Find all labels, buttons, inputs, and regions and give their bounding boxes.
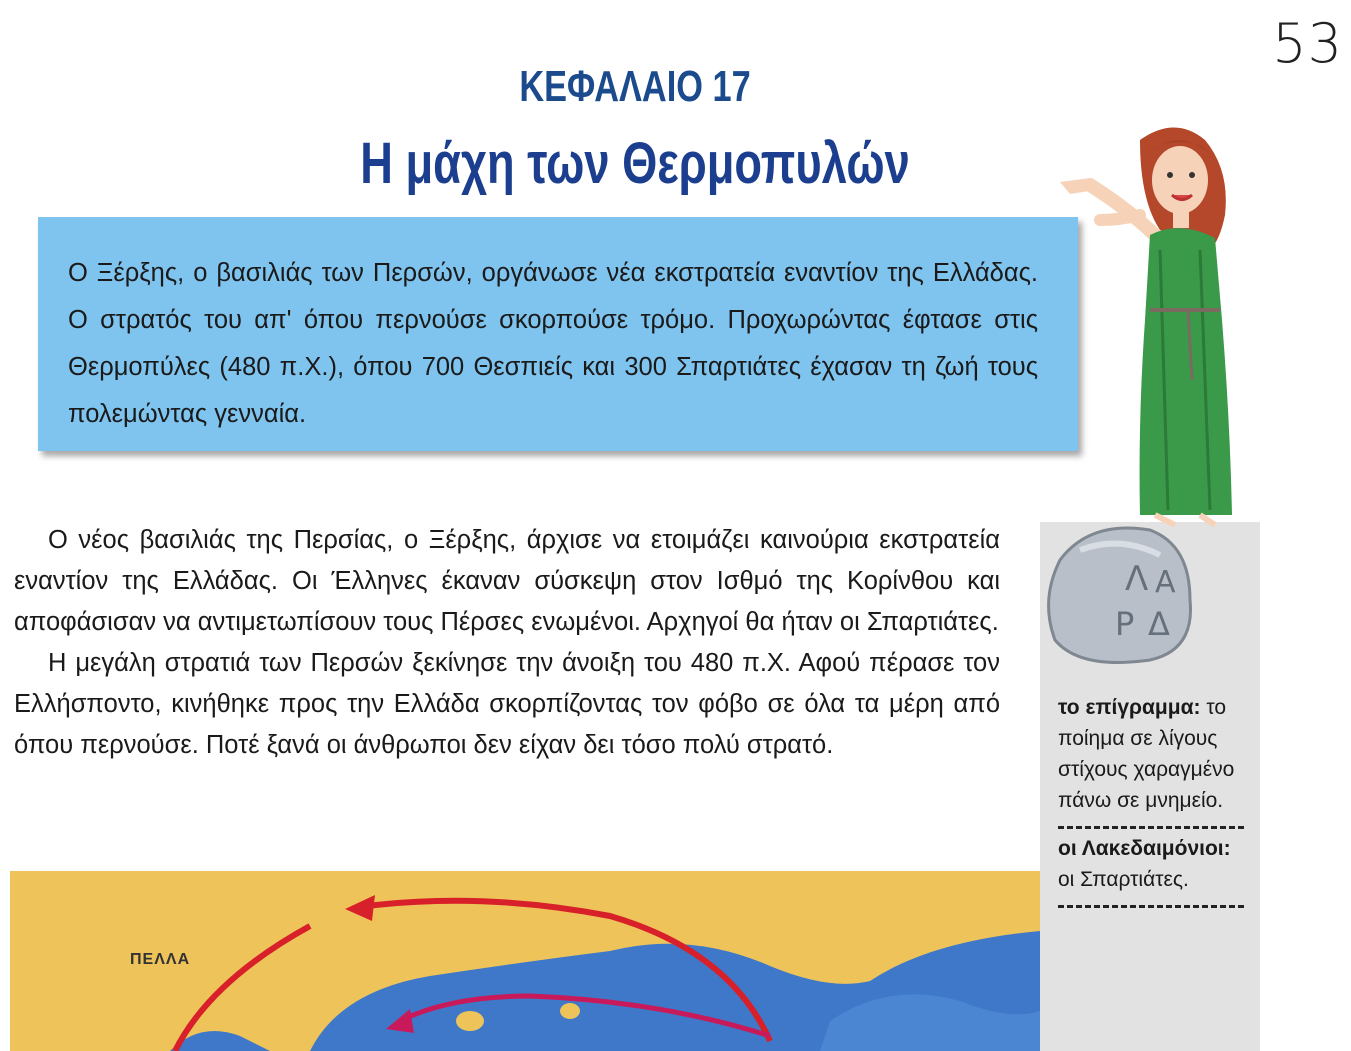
glossary-term: το επίγραμμα: bbox=[1058, 696, 1201, 719]
body-text bbox=[14, 520, 1000, 766]
page-number: 53 bbox=[1272, 12, 1343, 75]
glossary bbox=[1058, 692, 1244, 912]
summary-text: Ο Ξέρξης, ο βασιλιάς των Περσών, οργάνωσε νέα εκστρατεία εναντίον της Ελλάδας. Ο στρατός του απ' όπου περνούσε σκορπούσε τρόμο. Προχωρώντας έφτασε στις Θερμοπύλες (480 π.Χ.), όπου 700 Θεσπιείς και 300 Σπαρτιάτες έχασαν τη ζωή τους πολεμώντας γενναία. bbox=[68, 259, 1038, 428]
glossary-entry-lakedaimonioi bbox=[1058, 833, 1244, 895]
glossary-term: οι Λακεδαιμόνιοι: bbox=[1058, 837, 1231, 860]
stone-letter-delta: Δ bbox=[1148, 605, 1170, 643]
girl-illustration bbox=[1040, 120, 1260, 530]
glossary-divider bbox=[1058, 901, 1244, 908]
stone-letter-lambda: Λ bbox=[1125, 559, 1149, 599]
stone-letter-alpha: Α bbox=[1155, 565, 1176, 600]
body-paragraph-2: Η μεγάλη στρατιά των Περσών ξεκίνησε την άνοιξη του 480 π.Χ. Αφού πέρασε τον Ελλήσποντο, κινήθηκε προς την Ελλάδα σκορπίζοντας τον φόβο σε όλα τα μέρη από όπου περνούσε. Ποτέ ξανά οι άνθρωποι δεν είχαν δει τόσο πολύ στρατό. bbox=[14, 649, 1000, 759]
body-paragraph-1: Ο νέος βασιλιάς της Περσίας, ο Ξέρξης, άρχισε να ετοιμάζει καινούρια εκστρατεία εναντίον της Ελλάδας. Οι Έλληνες έκαναν σύσκεψη στον Ισθμό της Κορίνθου και αποφάσισαν να αντιμετωπίσουν τους Πέρσες ενωμένοι. Αρχηγοί θα ήταν οι Σπαρτιάτες. bbox=[14, 526, 1000, 636]
stone-illustration bbox=[1040, 520, 1200, 670]
glossary-definition: το ποίημα σε λίγους στίχους χαραγμένο πάνω σε μνημείο. bbox=[1058, 696, 1235, 812]
glossary-entry-epigram bbox=[1058, 692, 1244, 816]
summary-box bbox=[38, 217, 1078, 451]
map-label-pella: ΠΕΛΛΑ bbox=[130, 951, 191, 968]
stone-letter-rho: Ρ bbox=[1115, 605, 1135, 643]
glossary-definition: οι Σπαρτιάτες. bbox=[1058, 868, 1189, 891]
chapter-title: Η μάχη των Θερμοπυλών bbox=[360, 131, 910, 196]
map-illustration bbox=[10, 871, 1040, 1051]
chapter-label: ΚΕΦΑΛΑΙΟ 17 bbox=[519, 62, 751, 111]
glossary-divider bbox=[1058, 822, 1244, 829]
